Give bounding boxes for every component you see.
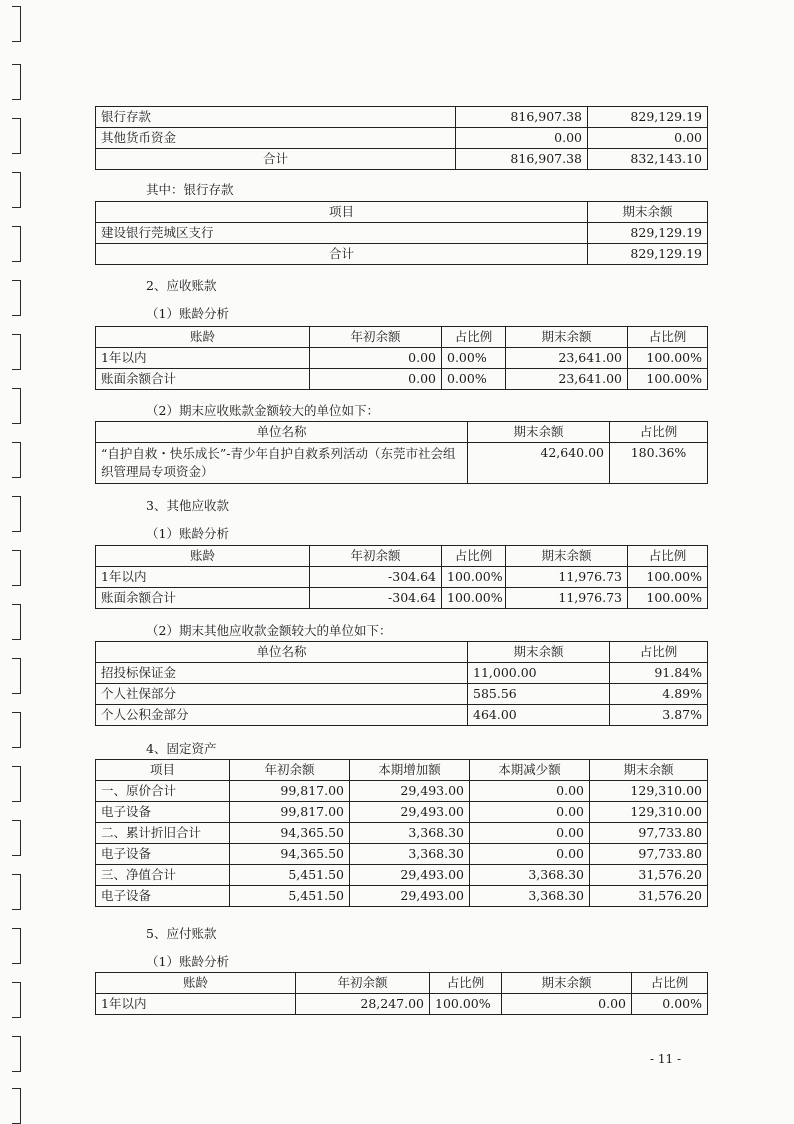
column-header: 期末余额 bbox=[590, 760, 708, 781]
column-header: 本期增加额 bbox=[350, 760, 470, 781]
table-row bbox=[96, 844, 708, 865]
table-cell: 11,976.73 bbox=[506, 567, 628, 588]
table-cell: “自护自救・快乐成长”-青少年自护自救系列活动（东莞市社会组织管理局专项资金） bbox=[96, 443, 468, 484]
table-cell: 31,576.20 bbox=[590, 865, 708, 886]
table-cell: 464.00 bbox=[468, 705, 610, 726]
table-row bbox=[96, 781, 708, 802]
section-title: 5、应付账款 bbox=[146, 926, 217, 941]
column-header: 占比例 bbox=[610, 422, 708, 443]
column-header: 占比例 bbox=[628, 546, 708, 567]
table-cell: 23,641.00 bbox=[506, 369, 628, 390]
table-row bbox=[96, 865, 708, 886]
table-row bbox=[96, 663, 708, 684]
table-cell: 100.00% bbox=[442, 567, 506, 588]
table-header-row bbox=[96, 546, 708, 567]
table-row bbox=[96, 802, 708, 823]
end-value: 829,129.19 bbox=[588, 223, 708, 244]
table-cell: 账面余额合计 bbox=[96, 588, 310, 609]
table-row bbox=[96, 886, 708, 907]
begin-value: 0.00 bbox=[456, 128, 588, 149]
table-cell: 129,310.00 bbox=[590, 781, 708, 802]
table-cell: 5,451.50 bbox=[230, 886, 350, 907]
table-row bbox=[96, 443, 708, 484]
table-cell: 94,365.50 bbox=[230, 844, 350, 865]
table-cell: 三、净值合计 bbox=[96, 865, 230, 886]
section-title: 4、固定资产 bbox=[146, 741, 217, 756]
table-cell: 个人公积金部分 bbox=[96, 705, 468, 726]
column-header: 期末余额 bbox=[506, 546, 628, 567]
column-header: 年初余额 bbox=[296, 973, 430, 994]
table-cell: 129,310.00 bbox=[590, 802, 708, 823]
row-label: 合计 bbox=[96, 149, 456, 170]
table-cell: 电子设备 bbox=[96, 886, 230, 907]
table-cell: 1年以内 bbox=[96, 994, 296, 1015]
table-header-row bbox=[96, 973, 708, 994]
column-header: 期末余额 bbox=[468, 642, 610, 663]
begin-value: 816,907.38 bbox=[456, 107, 588, 128]
end-value: 829,129.19 bbox=[588, 244, 708, 265]
begin-value: 816,907.38 bbox=[456, 149, 588, 170]
other-receivables-aging-table bbox=[95, 545, 708, 609]
column-header: 年初余额 bbox=[310, 327, 442, 348]
table-cell: 100.00% bbox=[442, 588, 506, 609]
cash-table bbox=[95, 106, 708, 170]
table-cell: 0.00 bbox=[502, 994, 632, 1015]
table-cell: 4.89% bbox=[610, 684, 708, 705]
table-header-row bbox=[96, 202, 708, 223]
column-header: 年初余额 bbox=[230, 760, 350, 781]
table-cell: 99,817.00 bbox=[230, 781, 350, 802]
table-cell: 0.00 bbox=[470, 823, 590, 844]
table-cell: 3.87% bbox=[610, 705, 708, 726]
section-title: 2、应收账款 bbox=[146, 278, 217, 293]
column-header: 项目 bbox=[96, 760, 230, 781]
table-cell: 电子设备 bbox=[96, 802, 230, 823]
bank-note: 其中：银行存款 bbox=[146, 182, 234, 197]
table-row bbox=[96, 223, 708, 244]
table-row bbox=[96, 348, 708, 369]
table-cell: 11,976.73 bbox=[506, 588, 628, 609]
row-label: 银行存款 bbox=[96, 107, 456, 128]
end-value: 832,143.10 bbox=[588, 149, 708, 170]
table-header-row bbox=[96, 422, 708, 443]
table-row bbox=[96, 994, 708, 1015]
subsection-title: （1）账龄分析 bbox=[146, 526, 229, 541]
table-cell: 招投标保证金 bbox=[96, 663, 468, 684]
table-header-row bbox=[96, 642, 708, 663]
column-header: 年初余额 bbox=[310, 546, 442, 567]
table-cell: 3,368.30 bbox=[470, 865, 590, 886]
end-value: 0.00 bbox=[588, 128, 708, 149]
table-cell: 3,368.30 bbox=[470, 886, 590, 907]
table-cell: 1年以内 bbox=[96, 567, 310, 588]
table-cell: 31,576.20 bbox=[590, 886, 708, 907]
table-cell: 一、原价合计 bbox=[96, 781, 230, 802]
table-cell: -304.64 bbox=[310, 567, 442, 588]
table-cell: 585.56 bbox=[468, 684, 610, 705]
table-cell: 42,640.00 bbox=[468, 443, 610, 484]
table-cell: 100.00% bbox=[430, 994, 502, 1015]
table-cell: 29,493.00 bbox=[350, 886, 470, 907]
table-cell: 0.00 bbox=[470, 781, 590, 802]
table-cell: 100.00% bbox=[628, 348, 708, 369]
table-cell: 0.00 bbox=[470, 844, 590, 865]
row-label: 合计 bbox=[96, 244, 588, 265]
column-header: 占比例 bbox=[628, 327, 708, 348]
table-row bbox=[96, 107, 708, 128]
other-receivables-units-table bbox=[95, 641, 708, 726]
table-row bbox=[96, 149, 708, 170]
subsection-title: （1）账龄分析 bbox=[146, 954, 229, 969]
column-header: 账龄 bbox=[96, 973, 296, 994]
table-cell: 3,368.30 bbox=[350, 844, 470, 865]
column-header: 占比例 bbox=[442, 546, 506, 567]
table-cell: 23,641.00 bbox=[506, 348, 628, 369]
table-cell: 97,733.80 bbox=[590, 823, 708, 844]
table-cell: 5,451.50 bbox=[230, 865, 350, 886]
receivables-units-table bbox=[95, 421, 708, 484]
column-header: 账龄 bbox=[96, 327, 310, 348]
table-cell: 0.00% bbox=[442, 348, 506, 369]
subsection-title: （2）期末应收账款金额较大的单位如下： bbox=[146, 403, 379, 418]
table-cell: 3,368.30 bbox=[350, 823, 470, 844]
row-label: 建设银行莞城区支行 bbox=[96, 223, 588, 244]
receivables-aging-table bbox=[95, 326, 708, 390]
table-cell: 账面余额合计 bbox=[96, 369, 310, 390]
column-header: 占比例 bbox=[430, 973, 502, 994]
table-cell: 100.00% bbox=[628, 588, 708, 609]
table-cell: 100.00% bbox=[628, 369, 708, 390]
column-header: 本期减少额 bbox=[470, 760, 590, 781]
table-cell: 99,817.00 bbox=[230, 802, 350, 823]
subsection-title: （1）账龄分析 bbox=[146, 306, 229, 321]
table-cell: 100.00% bbox=[628, 567, 708, 588]
section-title: 3、其他应收款 bbox=[146, 498, 229, 513]
table-cell: 个人社保部分 bbox=[96, 684, 468, 705]
table-row bbox=[96, 369, 708, 390]
table-row bbox=[96, 588, 708, 609]
table-cell: 29,493.00 bbox=[350, 865, 470, 886]
table-cell: 1年以内 bbox=[96, 348, 310, 369]
bank-table bbox=[95, 201, 708, 265]
table-cell: 29,493.00 bbox=[350, 802, 470, 823]
column-header: 账龄 bbox=[96, 546, 310, 567]
row-label: 其他货币资金 bbox=[96, 128, 456, 149]
column-header: 单位名称 bbox=[96, 422, 468, 443]
column-header: 占比例 bbox=[632, 973, 708, 994]
column-header: 期末余额 bbox=[588, 202, 708, 223]
payables-aging-table bbox=[95, 972, 708, 1015]
column-header: 期末余额 bbox=[468, 422, 610, 443]
table-row bbox=[96, 705, 708, 726]
column-header: 单位名称 bbox=[96, 642, 468, 663]
table-cell: 28,247.00 bbox=[296, 994, 430, 1015]
table-cell: 11,000.00 bbox=[468, 663, 610, 684]
table-cell: 0.00% bbox=[442, 369, 506, 390]
table-header-row bbox=[96, 760, 708, 781]
table-row bbox=[96, 128, 708, 149]
subsection-title: （2）期末其他应收款金额较大的单位如下： bbox=[146, 623, 392, 638]
column-header: 期末余额 bbox=[506, 327, 628, 348]
end-value: 829,129.19 bbox=[588, 107, 708, 128]
column-header: 占比例 bbox=[442, 327, 506, 348]
table-cell: 29,493.00 bbox=[350, 781, 470, 802]
table-row bbox=[96, 823, 708, 844]
table-cell: -304.64 bbox=[310, 588, 442, 609]
column-header: 占比例 bbox=[610, 642, 708, 663]
table-cell: 0.00 bbox=[470, 802, 590, 823]
table-row bbox=[96, 684, 708, 705]
table-header-row bbox=[96, 327, 708, 348]
table-cell: 91.84% bbox=[610, 663, 708, 684]
column-header: 项目 bbox=[96, 202, 588, 223]
table-row bbox=[96, 567, 708, 588]
table-cell: 0.00% bbox=[632, 994, 708, 1015]
table-cell: 0.00 bbox=[310, 369, 442, 390]
table-cell: 180.36% bbox=[610, 443, 708, 484]
table-cell: 97,733.80 bbox=[590, 844, 708, 865]
page-number: - 11 - bbox=[650, 1052, 682, 1066]
table-row bbox=[96, 244, 708, 265]
table-cell: 二、累计折旧合计 bbox=[96, 823, 230, 844]
fixed-assets-table bbox=[95, 759, 708, 907]
column-header: 期末余额 bbox=[502, 973, 632, 994]
table-cell: 电子设备 bbox=[96, 844, 230, 865]
table-cell: 94,365.50 bbox=[230, 823, 350, 844]
table-cell: 0.00 bbox=[310, 348, 442, 369]
binder-holes bbox=[6, 0, 26, 1123]
